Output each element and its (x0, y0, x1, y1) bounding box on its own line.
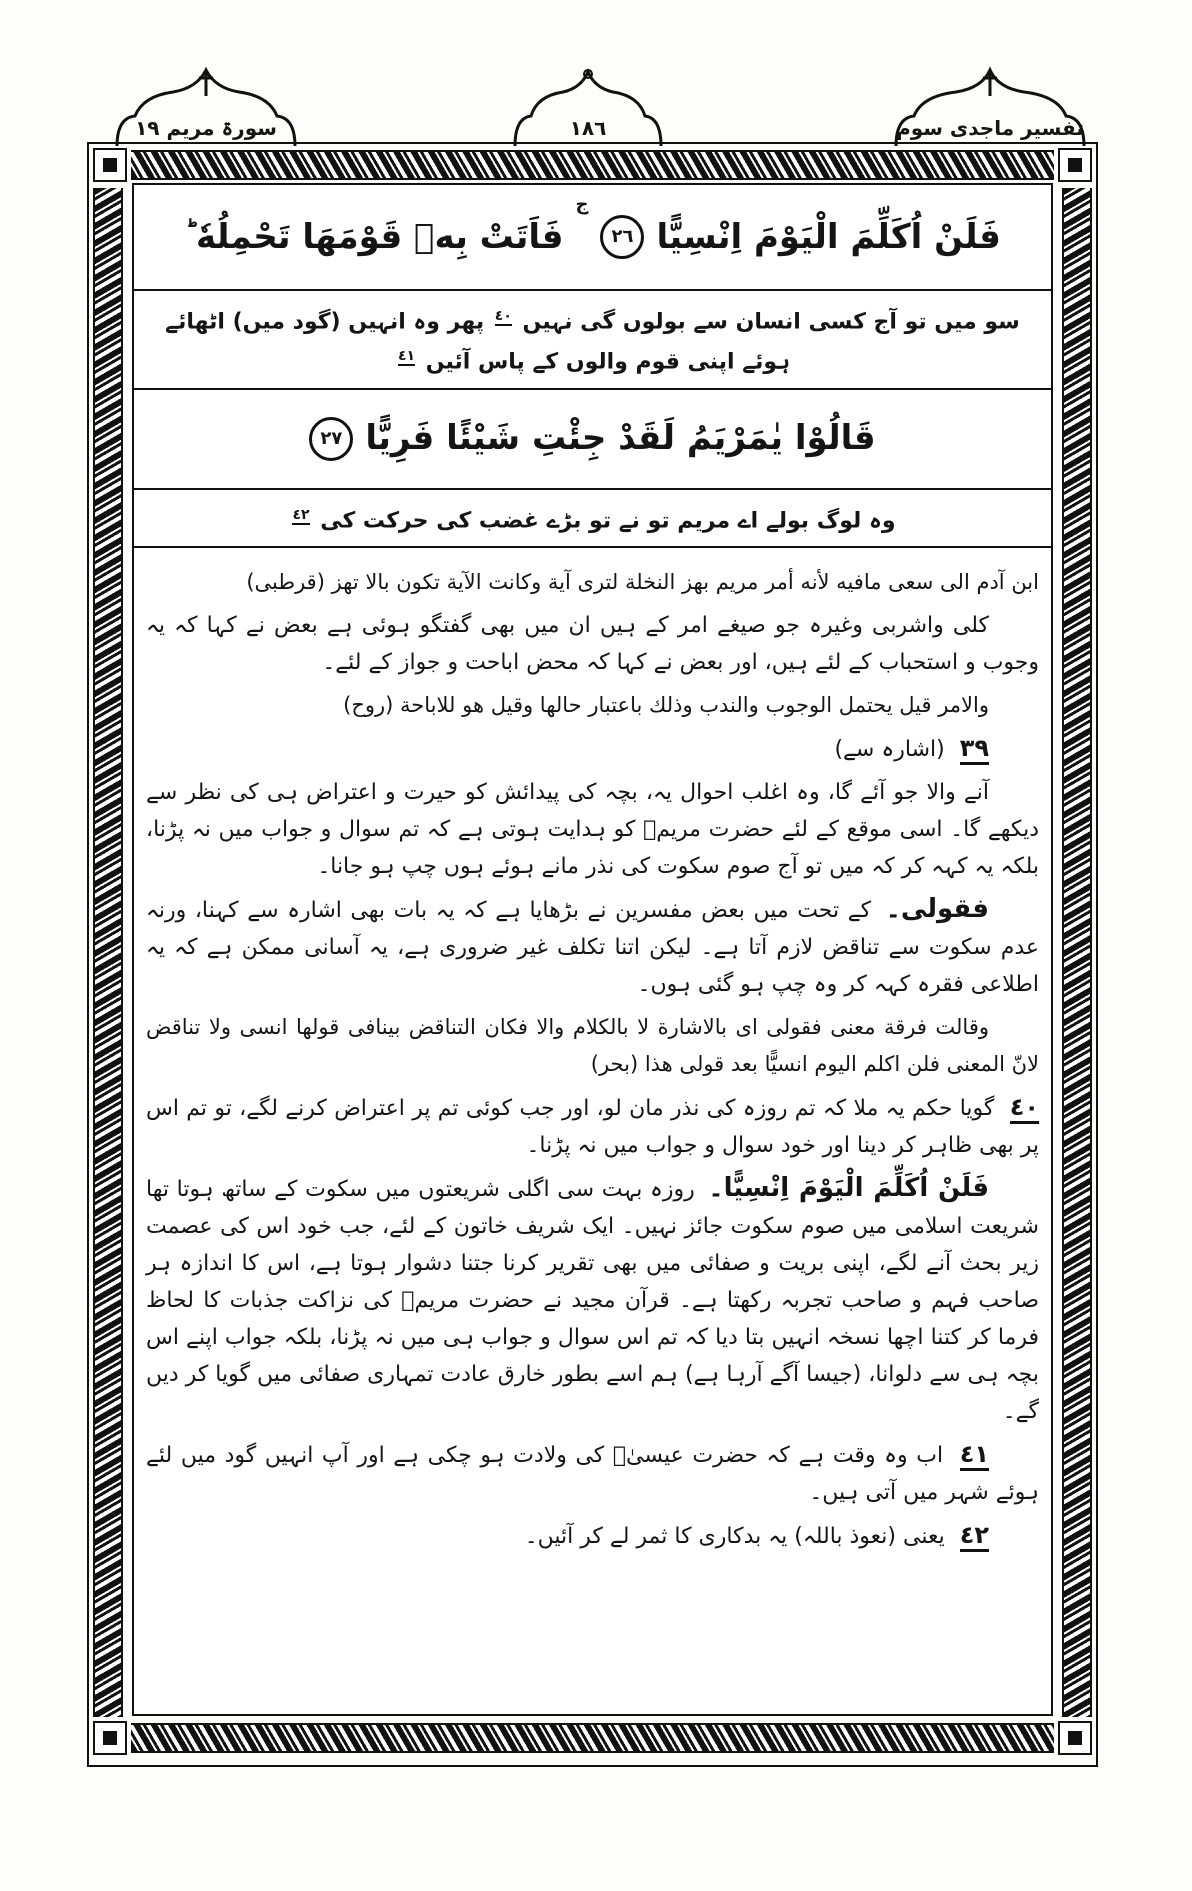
commentary-line: ابن آدم الى سعى مافيه لأنه أمر مريم بهز النخلة لترى آية وكانت الآية تكون بالا تهز (قرطبی) (246, 569, 1039, 594)
commentary-paragraph (146, 564, 1039, 601)
footnote-ref: ٤٢ (292, 506, 310, 523)
verse-27-translation (134, 488, 1051, 548)
commentary-line: آنے لگے، اپنی بریت و صفائی میں بھی تقریر کرنا جتنا دشوار ہوتا ہے، اس کا اندازہ ہر صاحب فہم و صاحب تجربہ (146, 1250, 1040, 1313)
braid-border-right (1062, 188, 1092, 1717)
commentary-line: وقالت فرقة معنى فقولى اى بالاشارة لا بالكلام والا فكان التناقض بينافى قولها انسى (239, 1014, 989, 1039)
page-frame (87, 142, 1098, 1767)
commentary-paragraph (146, 891, 1039, 1003)
commentary-paragraph (146, 1170, 1039, 1430)
commentary-line: آنے والا جو آئے گا، وہ اغلب احوال یہ، بچہ کی پیدائش کو حیرت و اعتراض ہی کی نظر سے دیکھے گا۔ (146, 779, 1039, 842)
footnote-39 (146, 730, 1039, 768)
braid-border-left (93, 188, 123, 1717)
header-page-ornament (511, 66, 665, 150)
footnote-marker: ٣٩ (960, 734, 989, 765)
commentary-line: جواب ہی میں نہ پڑنا، بلکہ جواب اپنے اس بچہ ہی سے دلوانا، (جیسا آگے آرہا ہے) ہم اسے بطور خارق عادت (146, 1324, 1039, 1387)
commentary-line: کے لئے ہیں، اور بعض نے کہا کہ محض اباحت و جواز کے لئے۔ (322, 649, 872, 675)
verse-text: فَاَتَتْ بِهٖ قَوْمَهَا تَحْمِلُهٗ ؕ (184, 216, 564, 257)
book-title: تفسیر ماجدی سوم (896, 116, 1084, 140)
braid-border-bottom (131, 1723, 1054, 1753)
commentary (134, 548, 1051, 1555)
corner-square-icon (1058, 148, 1092, 182)
commentary-line: ہو گئی ہوں۔ (637, 971, 765, 997)
corner-square-icon (93, 148, 127, 182)
verse-27 (134, 390, 1051, 488)
line-text: روزہ بہت سی اگلی شریعتوں میں سکوت کے ساتھ ہوتا تھا (146, 1176, 695, 1202)
footnote-40 (146, 1089, 1039, 1164)
commentary-line: ظاہر کر دینا اور خود سوال و جواب میں نہ پڑنا۔ (526, 1132, 973, 1158)
waqf-mark: ج (575, 194, 589, 215)
page-number: ١٨٦ (569, 116, 607, 140)
line-text: کے تحت میں بعض مفسرین نے بڑھایا ہے کہ یہ بات بھی اشارہ سے کہنا، ورنہ عدم سکوت سے (146, 897, 1039, 960)
footnote-text: گویا حکم یہ ملا کہ تم روزہ کی نذر مان لو، اور جب کوئی تم پر اعتراض کرنے لگے، تو تم اس پر بھی (146, 1095, 1039, 1158)
commentary-line: تناقض لازم آتا ہے۔ لیکن اتنا تکلف غیر ضروری ہے، یہ آسانی ممکن ہے کہ یہ اطلاعی فقرہ کہہ کر وہ چپ (146, 934, 1039, 997)
commentary-line: تمہاری صفائی میں گویا کر دیں گے۔ (146, 1361, 1039, 1424)
footnote-ref: ٤١ (397, 348, 416, 365)
braid-border-top (131, 150, 1054, 180)
footnote-marker: ٤١ (960, 1440, 989, 1471)
commentary-paragraph (146, 687, 1039, 724)
commentary-paragraph (146, 1009, 1039, 1083)
verse-number: ٢٧ (309, 417, 353, 461)
verse-text: قَالُوْا يٰمَرْيَمُ لَقَدْ جِئْتِ شَيْئًا فَرِيًّا (365, 418, 876, 459)
header-surah-ornament (113, 66, 299, 150)
commentary-line: اسی موقع کے لئے حضرت مریمؑ کو ہدایت ہوتی ہے کہ تم سوال و جواب میں نہ پڑنا، بلکہ یہ کہہ کر کہ میں تو آج (146, 816, 1039, 879)
footnote-marker: ٤٠ (1010, 1093, 1039, 1124)
commentary-line: ولا تناقض لانّ المعنى فلن اكلم اليوم انسيًّا بعد قولى هذا (بحر) (146, 1014, 1039, 1076)
footnote-text: (اشارہ سے) (834, 736, 945, 762)
footnote-42 (146, 1517, 1039, 1555)
commentary-line: رکھتا ہے۔ قرآن مجید نے حضرت مریمؑ کی نزاکت جذبات کا لحاظ فرما کر کتنا اچھا نسخہ انہیں بتا دیا کہ تم اس سوال و (146, 1287, 1039, 1350)
lead-word: فقولی۔ (885, 893, 989, 924)
commentary-line: شریعت اسلامی میں صوم سکوت جائز نہیں۔ ایک شریف خاتون کے لئے، جب خود اس کی عصمت زیر بحث (146, 1213, 1039, 1276)
footnote-41 (146, 1436, 1039, 1511)
commentary-paragraph (146, 607, 1039, 681)
translation-text: وہ لوگ بولے اے مریم تو نے تو بڑے غضب کی حرکت کی (320, 507, 896, 533)
verse-number: ٢٦ (600, 215, 644, 259)
quran-quote: فَلَنْ اُكَلِّمَ الْيَوْمَ اِنْسِيًّا۔ (708, 1172, 989, 1203)
corner-square-icon (93, 1721, 127, 1755)
surah-name: سورۃ مریم ١٩ (135, 116, 277, 140)
footnote-ref: ٤٠ (494, 308, 512, 324)
footnote-text: اب وہ وقت ہے کہ حضرت عیسیٰؑ کی ولادت ہو چکی ہے اور آپ انہیں گود میں لئے ہوئے شہر میں آتی ہیں۔ (146, 1442, 1039, 1505)
commentary-line: والامر قيل يحتمل الوجوب والندب وذلك باعتبار حالها وقيل هو للاباحة (روح) (343, 692, 989, 717)
verse-26 (134, 185, 1051, 289)
content-box (132, 183, 1053, 1716)
translation-text: سو میں تو آج کسی انسان سے بولوں گی نہیں (522, 309, 1020, 335)
footnote-marker: ٤٢ (960, 1521, 989, 1552)
verse-text: فَلَنْ اُكَلِّمَ الْيَوْمَ اِنْسِيًّا (656, 216, 1001, 257)
footnote-text: یعنی (نعوذ باللہ) یہ بدکاری کا ثمر لے کر آئیں۔ (524, 1523, 945, 1549)
corner-square-icon (1058, 1721, 1092, 1755)
commentary-paragraph (146, 774, 1039, 885)
verse-26-translation (134, 289, 1051, 390)
commentary-line: کلی واشربی وغیرہ جو صیغے امر کے ہیں ان میں بھی گفتگو ہوئی ہے بعض نے کہا کہ یہ وجوب و استحباب (146, 612, 1039, 675)
commentary-line: صوم سکوت کی نذر مانے ہوئے ہوں چپ ہو جانا۔ (317, 853, 771, 879)
translation-text: پھر وہ انہیں (گود میں) اٹھائے ہوئے اپنی قوم والوں کے پاس آئیں (165, 309, 791, 375)
header-book-ornament (892, 66, 1088, 150)
